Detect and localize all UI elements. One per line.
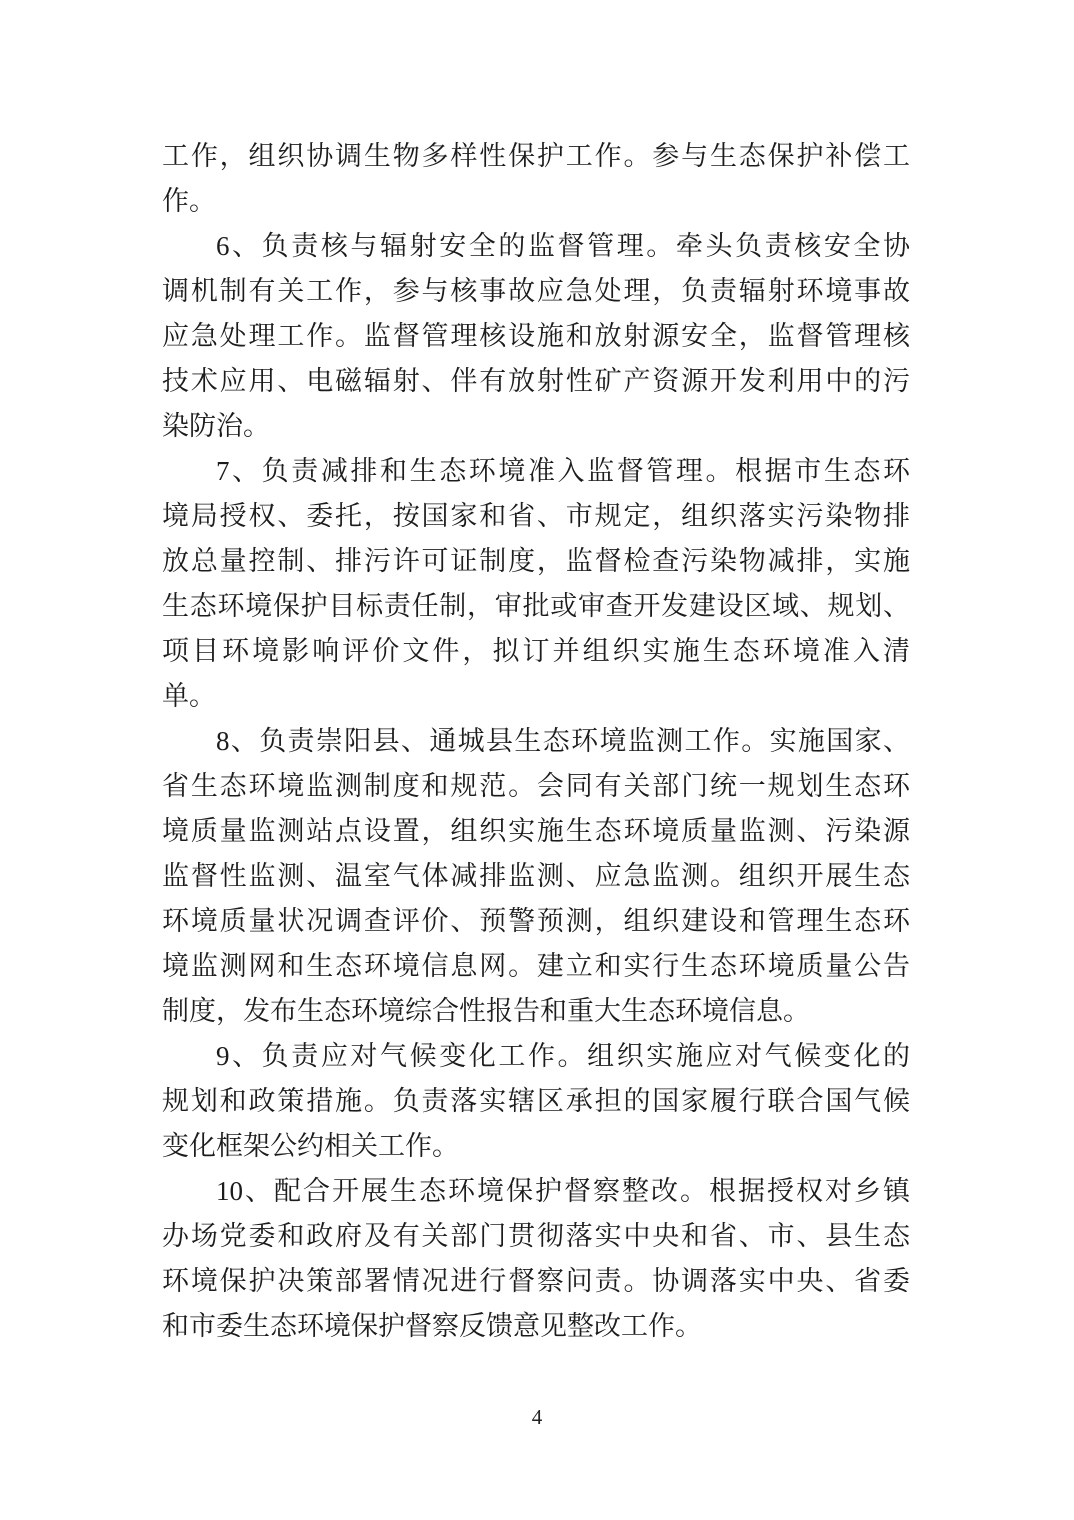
text-line: 调机制有关工作，参与核事故应急处理，负责辐射环境事故 — [162, 276, 910, 306]
text-line: 环境质量状况调查评价、预警预测，组织建设和管理生态环 — [162, 906, 910, 936]
text-line: 办场党委和政府及有关部门贯彻落实中央和省、市、县生态 — [162, 1221, 910, 1251]
text-line: 境监测网和生态环境信息网。建立和实行生态环境质量公告 — [162, 951, 910, 981]
text-line: 规划和政策措施。负责落实辖区承担的国家履行联合国气候 — [162, 1086, 910, 1116]
text-line: 项目环境影响评价文件，拟订并组织实施生态环境准入清 — [162, 636, 910, 666]
text-line: 6、负责核与辐射安全的监督管理。牵头负责核安全协 — [216, 231, 910, 261]
text-line: 工作，组织协调生物多样性保护工作。参与生态保护补偿工 — [162, 141, 910, 171]
text-line: 生态环境保护目标责任制，审批或审查开发建设区域、规划、 — [162, 591, 910, 621]
paragraph-item-9 — [162, 1034, 910, 1169]
paragraph-continued — [162, 134, 910, 224]
text-line: 技术应用、电磁辐射、伴有放射性矿产资源开发利用中的污 — [162, 366, 910, 396]
text-line: 7、负责减排和生态环境准入监督管理。根据市生态环 — [216, 456, 910, 486]
paragraph-item-7 — [162, 449, 910, 719]
text-line: 监督性监测、温室气体减排监测、应急监测。组织开展生态 — [162, 861, 910, 891]
text-line: 境质量监测站点设置，组织实施生态环境质量监测、污染源 — [162, 816, 910, 846]
text-line: 作。 — [162, 186, 216, 216]
text-line: 制度，发布生态环境综合性报告和重大生态环境信息。 — [162, 996, 810, 1026]
text-line: 8、负责崇阳县、通城县生态环境监测工作。实施国家、 — [216, 726, 910, 756]
page-number: 4 — [531, 1405, 543, 1429]
text-line: 省生态环境监测制度和规范。会同有关部门统一规划生态环 — [162, 771, 910, 801]
text-line: 应急处理工作。监督管理核设施和放射源安全，监督管理核 — [162, 321, 910, 351]
paragraph-item-6 — [162, 224, 910, 449]
paragraph-item-8 — [162, 719, 910, 1034]
text-line: 染防治。 — [162, 411, 270, 441]
text-line: 单。 — [162, 681, 216, 711]
text-line: 放总量控制、排污许可证制度，监督检查污染物减排，实施 — [162, 546, 910, 576]
document-body — [162, 134, 910, 1349]
text-line: 境局授权、委托，按国家和省、市规定，组织落实污染物排 — [162, 501, 910, 531]
text-line: 10、配合开展生态环境保护督察整改。根据授权对乡镇 — [216, 1176, 910, 1206]
text-line: 变化框架公约相关工作。 — [162, 1131, 459, 1161]
text-line: 和市委生态环境保护督察反馈意见整改工作。 — [162, 1311, 702, 1341]
paragraph-item-10 — [162, 1169, 910, 1349]
text-line: 环境保护决策部署情况进行督察问责。协调落实中央、省委 — [162, 1266, 910, 1296]
text-line: 9、负责应对气候变化工作。组织实施应对气候变化的 — [216, 1041, 910, 1071]
